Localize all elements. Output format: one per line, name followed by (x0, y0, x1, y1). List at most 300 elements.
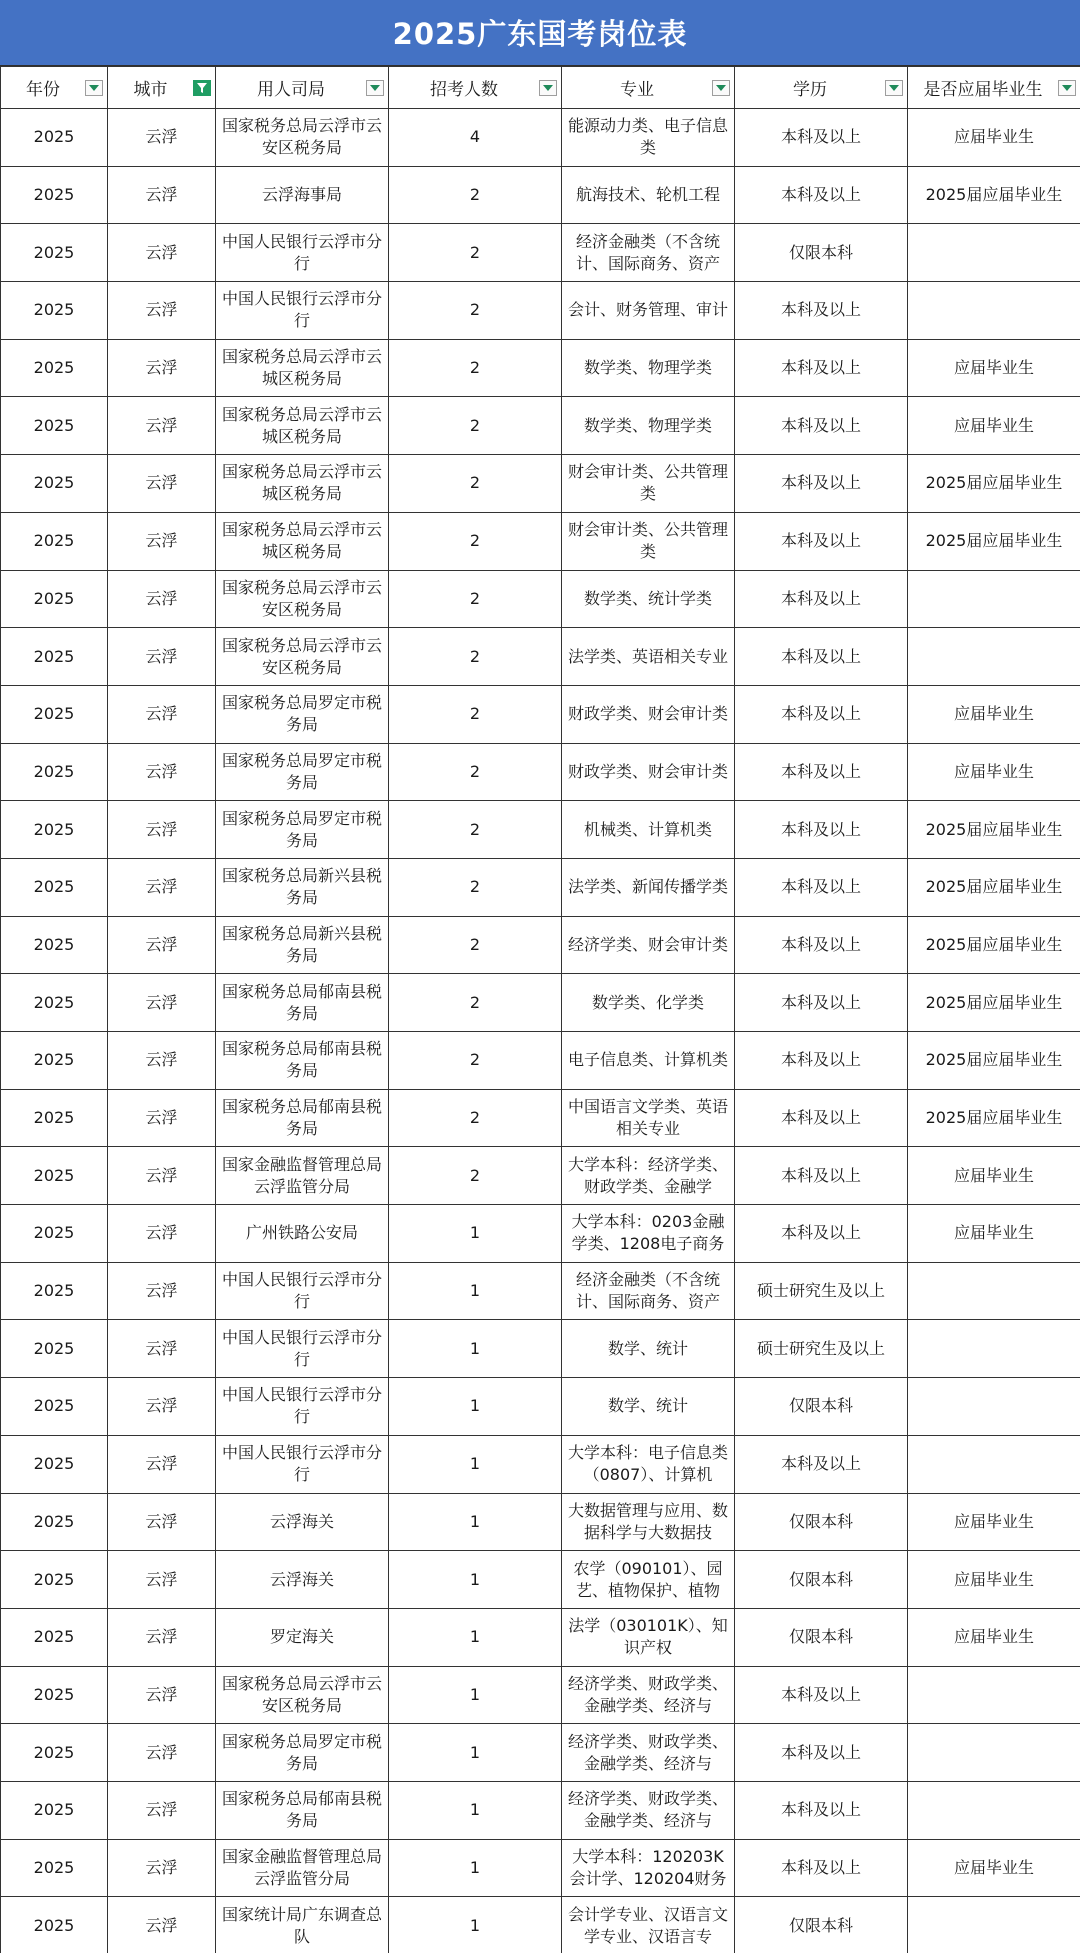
cell-year[interactable]: 2025 (1, 282, 108, 340)
cell-quota[interactable]: 1 (389, 1205, 562, 1263)
cell-education[interactable]: 本科及以上 (735, 1032, 908, 1090)
cell-fresh-graduate[interactable] (908, 1378, 1080, 1436)
cell-year[interactable]: 2025 (1, 1378, 108, 1436)
cell-text: 云浮海事局 (261, 185, 342, 205)
cell-employer[interactable] (216, 1147, 389, 1205)
cell-education[interactable]: 本科及以上 (735, 1781, 908, 1839)
cell-major[interactable] (562, 109, 735, 167)
cell-year[interactable]: 2025 (1, 109, 108, 167)
cell-employer[interactable] (216, 1608, 389, 1666)
cell-year[interactable]: 2025 (1, 1551, 108, 1609)
cell-text: 会计学专业、汉语言文学专业、汉语言专 (568, 1904, 728, 1946)
cell-fresh-graduate[interactable] (908, 1666, 1080, 1724)
cell-city[interactable]: 云浮 (108, 1724, 216, 1782)
cell-fresh-graduate[interactable]: 应届毕业生 (908, 1147, 1080, 1205)
cell-major[interactable] (562, 512, 735, 570)
cell-fresh-graduate[interactable]: 2025届应届毕业生 (908, 801, 1080, 859)
cell-city[interactable]: 云浮 (108, 1147, 216, 1205)
cell-text: 国家税务总局郁南县税务局 (222, 981, 382, 1023)
cell-city[interactable]: 云浮 (108, 1666, 216, 1724)
cell-education[interactable]: 本科及以上 (735, 1839, 908, 1897)
column-header-city[interactable] (108, 67, 216, 109)
cell-text: 广州铁路公安局 (245, 1223, 358, 1243)
cell-employer[interactable] (216, 1320, 389, 1378)
cell-fresh-graduate[interactable]: 2025届应届毕业生 (908, 916, 1080, 974)
cell-fresh-graduate[interactable] (908, 1320, 1080, 1378)
cell-major[interactable] (562, 455, 735, 513)
cell-text: 法学类、英语相关专业 (568, 646, 728, 666)
cell-text: 中国人民银行云浮市分行 (222, 289, 382, 331)
cell-year[interactable]: 2025 (1, 743, 108, 801)
cell-employer[interactable] (216, 1435, 389, 1493)
cell-major[interactable] (562, 1435, 735, 1493)
cell-major[interactable] (562, 1666, 735, 1724)
cell-education[interactable]: 本科及以上 (735, 685, 908, 743)
column-header-quota[interactable] (389, 67, 562, 109)
cell-text: 大学本科：电子信息类（0807）、计算机 (568, 1443, 728, 1485)
cell-year[interactable]: 2025 (1, 1435, 108, 1493)
column-header-label: 用人司局 (257, 80, 325, 100)
cell-major[interactable] (562, 1551, 735, 1609)
cell-education[interactable]: 本科及以上 (735, 570, 908, 628)
cell-fresh-graduate[interactable]: 2025届应届毕业生 (908, 1089, 1080, 1147)
cell-employer[interactable] (216, 628, 389, 686)
cell-employer[interactable] (216, 743, 389, 801)
cell-education[interactable]: 本科及以上 (735, 1089, 908, 1147)
table-row (1, 628, 1080, 686)
cell-quota[interactable]: 1 (389, 1320, 562, 1378)
cell-year[interactable]: 2025 (1, 512, 108, 570)
cell-education[interactable]: 本科及以上 (735, 339, 908, 397)
cell-text: 国家税务总局新兴县税务局 (222, 866, 382, 908)
cell-text: 经济学类、财会审计类 (568, 934, 728, 954)
cell-text: 中国语言文学类、英语相关专业 (568, 1097, 728, 1139)
cell-education[interactable]: 本科及以上 (735, 1666, 908, 1724)
table-row (1, 916, 1080, 974)
cell-employer[interactable] (216, 109, 389, 167)
cell-quota[interactable]: 2 (389, 339, 562, 397)
cell-city[interactable]: 云浮 (108, 685, 216, 743)
cell-education[interactable]: 仅限本科 (735, 1551, 908, 1609)
cell-quota[interactable]: 1 (389, 1378, 562, 1436)
cell-city[interactable]: 云浮 (108, 1781, 216, 1839)
cell-quota[interactable]: 2 (389, 282, 562, 340)
cell-text: 会计、财务管理、审计 (568, 300, 728, 320)
cell-education[interactable]: 本科及以上 (735, 858, 908, 916)
cell-city[interactable]: 云浮 (108, 1608, 216, 1666)
cell-text: 国家税务总局云浮市云安区税务局 (222, 577, 382, 619)
cell-text: 中国人民银行云浮市分行 (222, 231, 382, 273)
cell-major[interactable] (562, 1608, 735, 1666)
cell-text: 国家税务总局新兴县税务局 (222, 923, 382, 965)
cell-year[interactable]: 2025 (1, 1320, 108, 1378)
cell-education[interactable]: 仅限本科 (735, 224, 908, 282)
cell-text: 经济金融类（不含统计、国际商务、资产 (575, 231, 720, 273)
cell-city[interactable]: 云浮 (108, 1262, 216, 1320)
cell-fresh-graduate[interactable]: 2025届应届毕业生 (908, 1032, 1080, 1090)
cell-quota[interactable]: 2 (389, 166, 562, 224)
cell-fresh-graduate[interactable]: 应届毕业生 (908, 1493, 1080, 1551)
cell-text: 国家税务总局云浮市云城区税务局 (222, 404, 382, 446)
cell-education[interactable]: 本科及以上 (735, 974, 908, 1032)
table-row (1, 743, 1080, 801)
cell-text: 中国人民银行云浮市分行 (222, 1443, 382, 1485)
cell-employer[interactable] (216, 1205, 389, 1263)
cell-major[interactable] (562, 1781, 735, 1839)
cell-quota[interactable]: 2 (389, 916, 562, 974)
cell-employer[interactable] (216, 1378, 389, 1436)
column-header-label: 是否应届毕业生 (923, 80, 1043, 100)
cell-text: 数学、统计 (607, 1338, 688, 1358)
cell-employer[interactable] (216, 282, 389, 340)
cell-quota[interactable]: 1 (389, 1724, 562, 1782)
cell-year[interactable]: 2025 (1, 628, 108, 686)
cell-fresh-graduate[interactable] (908, 1435, 1080, 1493)
cell-city[interactable]: 云浮 (108, 1897, 216, 1953)
cell-text: 国家税务总局郁南县税务局 (222, 1789, 382, 1831)
table-row (1, 1666, 1080, 1724)
cell-quota[interactable]: 1 (389, 1435, 562, 1493)
filter-dropdown-icon[interactable] (1058, 80, 1076, 96)
cell-text: 法学（030101K）、知识产权 (568, 1616, 728, 1658)
cell-major[interactable] (562, 858, 735, 916)
cell-year[interactable]: 2025 (1, 1666, 108, 1724)
cell-city[interactable]: 云浮 (108, 1435, 216, 1493)
cell-year[interactable]: 2025 (1, 1608, 108, 1666)
cell-quota[interactable]: 2 (389, 801, 562, 859)
cell-city[interactable]: 云浮 (108, 282, 216, 340)
cell-city[interactable]: 云浮 (108, 455, 216, 513)
cell-year[interactable]: 2025 (1, 974, 108, 1032)
cell-major[interactable] (562, 1032, 735, 1090)
cell-quota[interactable]: 2 (389, 685, 562, 743)
cell-year[interactable]: 2025 (1, 1493, 108, 1551)
cell-city[interactable]: 云浮 (108, 743, 216, 801)
filter-dropdown-icon[interactable] (885, 80, 903, 96)
table-row (1, 109, 1080, 167)
header-row (1, 67, 1080, 109)
cell-city[interactable]: 云浮 (108, 224, 216, 282)
table-header (1, 67, 1080, 109)
cell-city[interactable]: 云浮 (108, 1320, 216, 1378)
cell-education[interactable]: 本科及以上 (735, 801, 908, 859)
cell-year[interactable]: 2025 (1, 1262, 108, 1320)
cell-fresh-graduate[interactable] (908, 282, 1080, 340)
cell-education[interactable]: 本科及以上 (735, 1435, 908, 1493)
cell-education[interactable]: 本科及以上 (735, 628, 908, 686)
cell-quota[interactable]: 1 (389, 1262, 562, 1320)
cell-employer[interactable] (216, 455, 389, 513)
cell-employer[interactable] (216, 1897, 389, 1953)
cell-city[interactable]: 云浮 (108, 974, 216, 1032)
cell-fresh-graduate[interactable] (908, 1897, 1080, 1953)
cell-employer[interactable] (216, 397, 389, 455)
cell-year[interactable]: 2025 (1, 166, 108, 224)
cell-quota[interactable]: 2 (389, 974, 562, 1032)
filter-dropdown-icon[interactable] (366, 80, 384, 96)
cell-education[interactable]: 本科及以上 (735, 455, 908, 513)
cell-fresh-graduate[interactable]: 应届毕业生 (908, 1839, 1080, 1897)
cell-text: 云浮海关 (269, 1569, 334, 1589)
cell-employer[interactable] (216, 916, 389, 974)
cell-fresh-graduate[interactable]: 应届毕业生 (908, 109, 1080, 167)
cell-major[interactable] (562, 166, 735, 224)
cell-year[interactable]: 2025 (1, 455, 108, 513)
cell-city[interactable]: 云浮 (108, 801, 216, 859)
cell-quota[interactable]: 2 (389, 628, 562, 686)
cell-city[interactable]: 云浮 (108, 512, 216, 570)
cell-major[interactable] (562, 916, 735, 974)
cell-education[interactable]: 仅限本科 (735, 1608, 908, 1666)
cell-city[interactable]: 云浮 (108, 570, 216, 628)
cell-quota[interactable]: 1 (389, 1781, 562, 1839)
cell-year[interactable]: 2025 (1, 339, 108, 397)
cell-text: 农学（090101）、园艺、植物保护、植物 (573, 1558, 723, 1600)
cell-city[interactable]: 云浮 (108, 1032, 216, 1090)
cell-education[interactable]: 仅限本科 (735, 1378, 908, 1436)
table-row (1, 339, 1080, 397)
column-header-education[interactable] (735, 67, 908, 109)
cell-text: 国家税务总局云浮市云安区税务局 (222, 1673, 382, 1715)
cell-city[interactable]: 云浮 (108, 1089, 216, 1147)
table-row (1, 858, 1080, 916)
cell-quota[interactable]: 2 (389, 858, 562, 916)
cell-fresh-graduate[interactable]: 2025届应届毕业生 (908, 512, 1080, 570)
cell-quota[interactable]: 1 (389, 1551, 562, 1609)
table-row (1, 1147, 1080, 1205)
cell-major[interactable] (562, 1897, 735, 1953)
cell-text: 能源动力类、电子信息类 (568, 116, 728, 158)
cell-city[interactable]: 云浮 (108, 109, 216, 167)
cell-education[interactable]: 本科及以上 (735, 743, 908, 801)
cell-employer[interactable] (216, 166, 389, 224)
cell-fresh-graduate[interactable]: 应届毕业生 (908, 1551, 1080, 1609)
cell-text: 大学本科：0203金融学类、1208电子商务 (571, 1212, 725, 1254)
column-header-major[interactable] (562, 67, 735, 109)
filter-dropdown-icon[interactable] (712, 80, 730, 96)
cell-fresh-graduate[interactable] (908, 570, 1080, 628)
cell-major[interactable] (562, 1320, 735, 1378)
cell-quota[interactable]: 1 (389, 1839, 562, 1897)
cell-fresh-graduate[interactable]: 2025届应届毕业生 (908, 455, 1080, 513)
cell-quota[interactable]: 2 (389, 512, 562, 570)
cell-year[interactable]: 2025 (1, 1147, 108, 1205)
cell-fresh-graduate[interactable] (908, 224, 1080, 282)
table-row (1, 685, 1080, 743)
cell-quota[interactable]: 4 (389, 109, 562, 167)
cell-year[interactable]: 2025 (1, 858, 108, 916)
cell-city[interactable]: 云浮 (108, 916, 216, 974)
cell-quota[interactable]: 2 (389, 455, 562, 513)
cell-employer[interactable] (216, 1781, 389, 1839)
cell-employer[interactable] (216, 801, 389, 859)
cell-education[interactable]: 仅限本科 (735, 1897, 908, 1953)
cell-major[interactable] (562, 1378, 735, 1436)
table-row (1, 1378, 1080, 1436)
cell-employer[interactable] (216, 570, 389, 628)
cell-employer[interactable] (216, 1493, 389, 1551)
cell-text: 国家税务总局罗定市税务局 (222, 693, 382, 735)
cell-major[interactable] (562, 1262, 735, 1320)
cell-quota[interactable]: 1 (389, 1666, 562, 1724)
cell-text: 国家金融监督管理总局云浮监管分局 (222, 1846, 382, 1888)
cell-city[interactable]: 云浮 (108, 339, 216, 397)
cell-fresh-graduate[interactable]: 应届毕业生 (908, 1205, 1080, 1263)
cell-city[interactable]: 云浮 (108, 397, 216, 455)
cell-city[interactable]: 云浮 (108, 1493, 216, 1551)
cell-quota[interactable]: 2 (389, 397, 562, 455)
cell-major[interactable] (562, 339, 735, 397)
cell-major[interactable] (562, 282, 735, 340)
cell-major[interactable] (562, 1147, 735, 1205)
cell-major[interactable] (562, 1493, 735, 1551)
cell-education[interactable]: 本科及以上 (735, 282, 908, 340)
cell-education[interactable]: 硕士研究生及以上 (735, 1320, 908, 1378)
cell-fresh-graduate[interactable]: 应届毕业生 (908, 339, 1080, 397)
cell-employer[interactable] (216, 1839, 389, 1897)
cell-quota[interactable]: 2 (389, 1032, 562, 1090)
cell-employer[interactable] (216, 858, 389, 916)
cell-year[interactable]: 2025 (1, 1089, 108, 1147)
cell-major[interactable] (562, 628, 735, 686)
cell-major[interactable] (562, 974, 735, 1032)
cell-year[interactable]: 2025 (1, 1897, 108, 1953)
cell-fresh-graduate[interactable]: 2025届应届毕业生 (908, 858, 1080, 916)
table-row (1, 1262, 1080, 1320)
cell-major[interactable] (562, 1839, 735, 1897)
table-row (1, 801, 1080, 859)
cell-employer[interactable] (216, 1666, 389, 1724)
table-row (1, 570, 1080, 628)
cell-city[interactable]: 云浮 (108, 1378, 216, 1436)
cell-year[interactable]: 2025 (1, 916, 108, 974)
cell-employer[interactable] (216, 685, 389, 743)
cell-fresh-graduate[interactable] (908, 1724, 1080, 1782)
cell-employer[interactable] (216, 1032, 389, 1090)
table-row (1, 1032, 1080, 1090)
cell-employer[interactable] (216, 1551, 389, 1609)
cell-quota[interactable]: 1 (389, 1608, 562, 1666)
cell-year[interactable]: 2025 (1, 1781, 108, 1839)
cell-city[interactable]: 云浮 (108, 1839, 216, 1897)
cell-city[interactable]: 云浮 (108, 628, 216, 686)
cell-quota[interactable]: 2 (389, 1147, 562, 1205)
cell-fresh-graduate[interactable]: 应届毕业生 (908, 397, 1080, 455)
table-row (1, 974, 1080, 1032)
cell-major[interactable] (562, 1724, 735, 1782)
cell-employer[interactable] (216, 974, 389, 1032)
cell-text: 数学类、物理学类 (583, 358, 712, 378)
cell-fresh-graduate[interactable]: 2025届应届毕业生 (908, 974, 1080, 1032)
cell-education[interactable]: 本科及以上 (735, 1147, 908, 1205)
cell-year[interactable]: 2025 (1, 570, 108, 628)
cell-fresh-graduate[interactable]: 2025届应届毕业生 (908, 166, 1080, 224)
cell-city[interactable]: 云浮 (108, 166, 216, 224)
cell-year[interactable]: 2025 (1, 1205, 108, 1263)
cell-text: 财会审计类、公共管理类 (568, 462, 728, 504)
cell-city[interactable]: 云浮 (108, 858, 216, 916)
cell-major[interactable] (562, 743, 735, 801)
table-row (1, 166, 1080, 224)
cell-employer[interactable] (216, 339, 389, 397)
cell-employer[interactable] (216, 1089, 389, 1147)
cell-major[interactable] (562, 397, 735, 455)
cell-year[interactable]: 2025 (1, 685, 108, 743)
cell-major[interactable] (562, 685, 735, 743)
cell-employer[interactable] (216, 224, 389, 282)
cell-quota[interactable]: 1 (389, 1493, 562, 1551)
column-header-fresh-graduate[interactable] (908, 67, 1080, 109)
cell-year[interactable]: 2025 (1, 1724, 108, 1782)
cell-fresh-graduate[interactable]: 应届毕业生 (908, 743, 1080, 801)
cell-education[interactable]: 本科及以上 (735, 166, 908, 224)
column-header-label: 专业 (620, 80, 654, 100)
cell-education[interactable]: 本科及以上 (735, 397, 908, 455)
cell-major[interactable] (562, 1205, 735, 1263)
sheet-title: 2025广东国考岗位表 (0, 0, 1080, 66)
cell-year[interactable]: 2025 (1, 397, 108, 455)
cell-quota[interactable]: 2 (389, 743, 562, 801)
cell-employer[interactable] (216, 1724, 389, 1782)
cell-year[interactable]: 2025 (1, 224, 108, 282)
cell-quota[interactable]: 2 (389, 224, 562, 282)
table-row (1, 224, 1080, 282)
cell-fresh-graduate[interactable]: 应届毕业生 (908, 685, 1080, 743)
cell-fresh-graduate[interactable] (908, 1781, 1080, 1839)
filter-dropdown-icon[interactable] (539, 80, 557, 96)
cell-education[interactable]: 仅限本科 (735, 1493, 908, 1551)
cell-text: 经济学类、财政学类、金融学类、经济与 (568, 1731, 728, 1773)
cell-education[interactable]: 本科及以上 (735, 916, 908, 974)
cell-year[interactable]: 2025 (1, 1839, 108, 1897)
cell-city[interactable]: 云浮 (108, 1205, 216, 1263)
cell-education[interactable]: 本科及以上 (735, 512, 908, 570)
cell-fresh-graduate[interactable] (908, 1262, 1080, 1320)
cell-text: 国家税务总局罗定市税务局 (222, 750, 382, 792)
cell-employer[interactable] (216, 512, 389, 570)
column-header-employer[interactable] (216, 67, 389, 109)
cell-employer[interactable] (216, 1262, 389, 1320)
cell-education[interactable]: 本科及以上 (735, 1205, 908, 1263)
cell-quota[interactable]: 2 (389, 1089, 562, 1147)
column-header-year[interactable] (1, 67, 108, 109)
cell-fresh-graduate[interactable] (908, 628, 1080, 686)
cell-quota[interactable]: 2 (389, 570, 562, 628)
table-row (1, 1435, 1080, 1493)
filter-active-icon[interactable] (193, 80, 211, 96)
cell-text: 经济学类、财政学类、金融学类、经济与 (568, 1789, 728, 1831)
cell-major[interactable] (562, 570, 735, 628)
cell-major[interactable] (562, 1089, 735, 1147)
cell-text: 国家税务总局云浮市云城区税务局 (222, 462, 382, 504)
cell-text: 数学类、统计学类 (583, 588, 712, 608)
cell-education[interactable]: 本科及以上 (735, 1724, 908, 1782)
cell-major[interactable] (562, 224, 735, 282)
cell-text: 国家税务总局云浮市云城区税务局 (222, 347, 382, 389)
cell-city[interactable]: 云浮 (108, 1551, 216, 1609)
cell-quota[interactable]: 1 (389, 1897, 562, 1953)
cell-year[interactable]: 2025 (1, 1032, 108, 1090)
cell-fresh-graduate[interactable]: 应届毕业生 (908, 1608, 1080, 1666)
cell-text: 数学类、物理学类 (583, 415, 712, 435)
cell-education[interactable]: 本科及以上 (735, 109, 908, 167)
cell-year[interactable]: 2025 (1, 801, 108, 859)
table-row (1, 1320, 1080, 1378)
filter-dropdown-icon[interactable] (85, 80, 103, 96)
cell-major[interactable] (562, 801, 735, 859)
cell-education[interactable]: 硕士研究生及以上 (735, 1262, 908, 1320)
column-header-label: 城市 (133, 80, 168, 100)
